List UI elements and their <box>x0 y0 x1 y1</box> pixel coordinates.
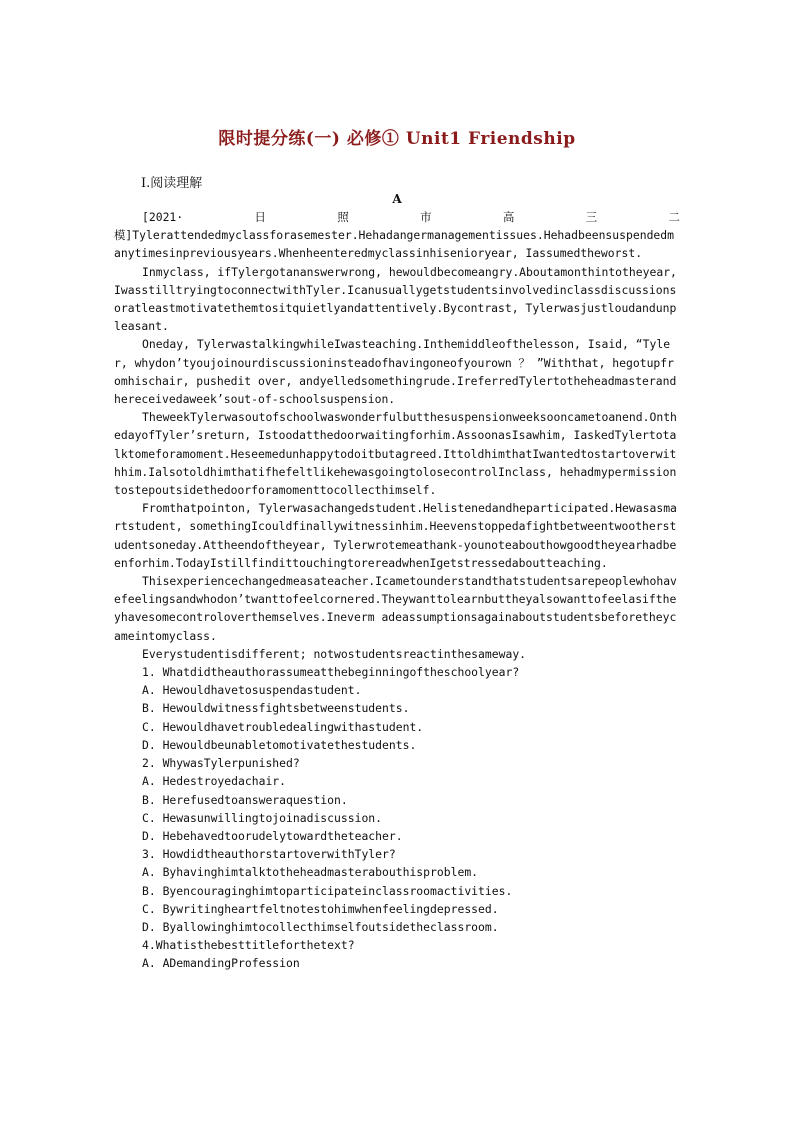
question-stem: 3. HowdidtheauthorstartoverwithTyler? <box>142 847 396 862</box>
answer-option: C. Hewouldhavetroubledealingwithastudent. <box>142 719 424 734</box>
source-token: 二 <box>668 210 680 224</box>
answer-option: B. Herefusedtoansweraquestion. <box>142 792 348 807</box>
section-heading: Ⅰ.阅读理解 <box>141 176 203 191</box>
page-title: 限时提分练(一) 必修① Unit1 Friendship <box>218 129 576 149</box>
question-stem: 2. WhywasTylerpunished? <box>142 756 300 771</box>
paragraph: 模]Tylerattendedmyclassforasemester.Hehadangermanagementissues.Hehadbeensuspendedmanytimesinpreviousyears.Whenheenteredmyclassinhisenioryear, Iassumedtheworst. <box>114 228 675 261</box>
paragraph: TheweekTylerwasoutofschoolwaswonderfulbutthesuspensionweeksooncametoanend.OnthedayofTyler’sreturn, Istoodatthedoorwaitingforhim.AssoonasIsawhim, IaskedTylertotalktomeforamoment.Heseemedunhappytodoitbutagreed.IttoldhimthatIwantedtostartoverwithhim.IalsotoldhimthatifhefeltlikehewasgoingtolosecontrolInclass, hehadmypermissiontostepoutsidethedoorforamomenttocollecthimself. <box>114 410 677 498</box>
source-token: 日 <box>254 210 266 224</box>
answer-option: B. Byencouraginghimtoparticipateinclassroomactivities. <box>142 883 513 898</box>
answer-option: A. Hedestroyedachair. <box>142 774 287 789</box>
source-token: [2021· <box>142 210 184 224</box>
paragraph: Oneday, TylerwastalkingwhileIwasteaching.Inthemiddleofthelesson, Isaid, “Tyler, whydon’tyoujoinourdiscussioninsteadofhavingoneofyourown ？ ”Withthat, hegotupfromhischair, pushedit over, andyelledsomethingrude.IreferredTylertotheheadmasterandhereceivedaweek’sout-of-schoolsuspension. <box>114 337 677 407</box>
source-line <box>114 208 680 226</box>
paragraph: Thisexperiencechangedmeasateacher.Icametounderstandthatstudentsarepeoplewhohavefeelingsandwhodon’twanttofeelcornered.Theywanttolearnbuttheyalsowanttofeelasiftheyhavesomecontroloverthemselves.Ineverm adeassumptionsagainaboutstudentsbeforetheycameintomyclass. <box>114 574 677 643</box>
paragraph: Inmyclass, ifTylergotananswerwrong, hewouldbecomeangry.Aboutamonthintotheyear, IwasstilltryingtoconnectwithTyler.Icanusuallygetstudentsinvolvedinclassdiscussionsoratleastmotivatethemtositquietlyandattentively.Bycontrast, Tylerwasjustloudandunpleasant. <box>114 264 677 334</box>
passage-body <box>114 208 680 973</box>
question-stem: 4.Whatisthebesttitleforthetext? <box>142 938 355 953</box>
answer-option: D. Byallowinghimtocollecthimselfoutsidetheclassroom. <box>142 919 499 934</box>
answer-option: D. Hebehavedtoorudelytowardtheteacher. <box>142 828 403 843</box>
paragraph: Fromthatpointon, Tylerwasachangedstudent.Helistenedandheparticipated.Hewasasmartstudent, somethingIcouldfinallywitnessinhim.Heevenstoppedafightbetweentwootherstudentsoneday.Attheendoftheyear, Tylerwrotemeathank-younoteabouthowgoodtheyearhadbeenforhim.TodayIstillfindittouchingtorereadwhenIgetstressedaboutteaching. <box>114 501 677 570</box>
source-token: 照 <box>337 210 349 224</box>
paragraph: Everystudentisdifferent; notwostudentsreactinthesameway. <box>142 646 527 661</box>
passage-label: A <box>392 192 402 206</box>
question-stem: 1. Whatdidtheauthorassumeatthebeginningoftheschoolyear? <box>142 665 520 680</box>
answer-option: C. Hewasunwillingtojoinadiscussion. <box>142 810 383 825</box>
answer-option: A. Byhavinghimtalktotheheadmasterabouthisproblem. <box>142 865 479 880</box>
source-token: 市 <box>420 210 432 224</box>
answer-option: D. Hewouldbeunabletomotivatethestudents. <box>142 737 417 752</box>
answer-option: A. Hewouldhavetosuspendastudent. <box>142 683 362 698</box>
answer-option: A. ADemandingProfession <box>142 956 300 971</box>
source-token: 三 <box>585 210 598 224</box>
answer-option: B. Hewouldwitnessfightsbetweenstudents. <box>142 701 410 716</box>
answer-option: C. Bywritingheartfeltnotestohimwhenfeelingdepressed. <box>142 901 499 916</box>
source-token: 高 <box>502 210 515 224</box>
